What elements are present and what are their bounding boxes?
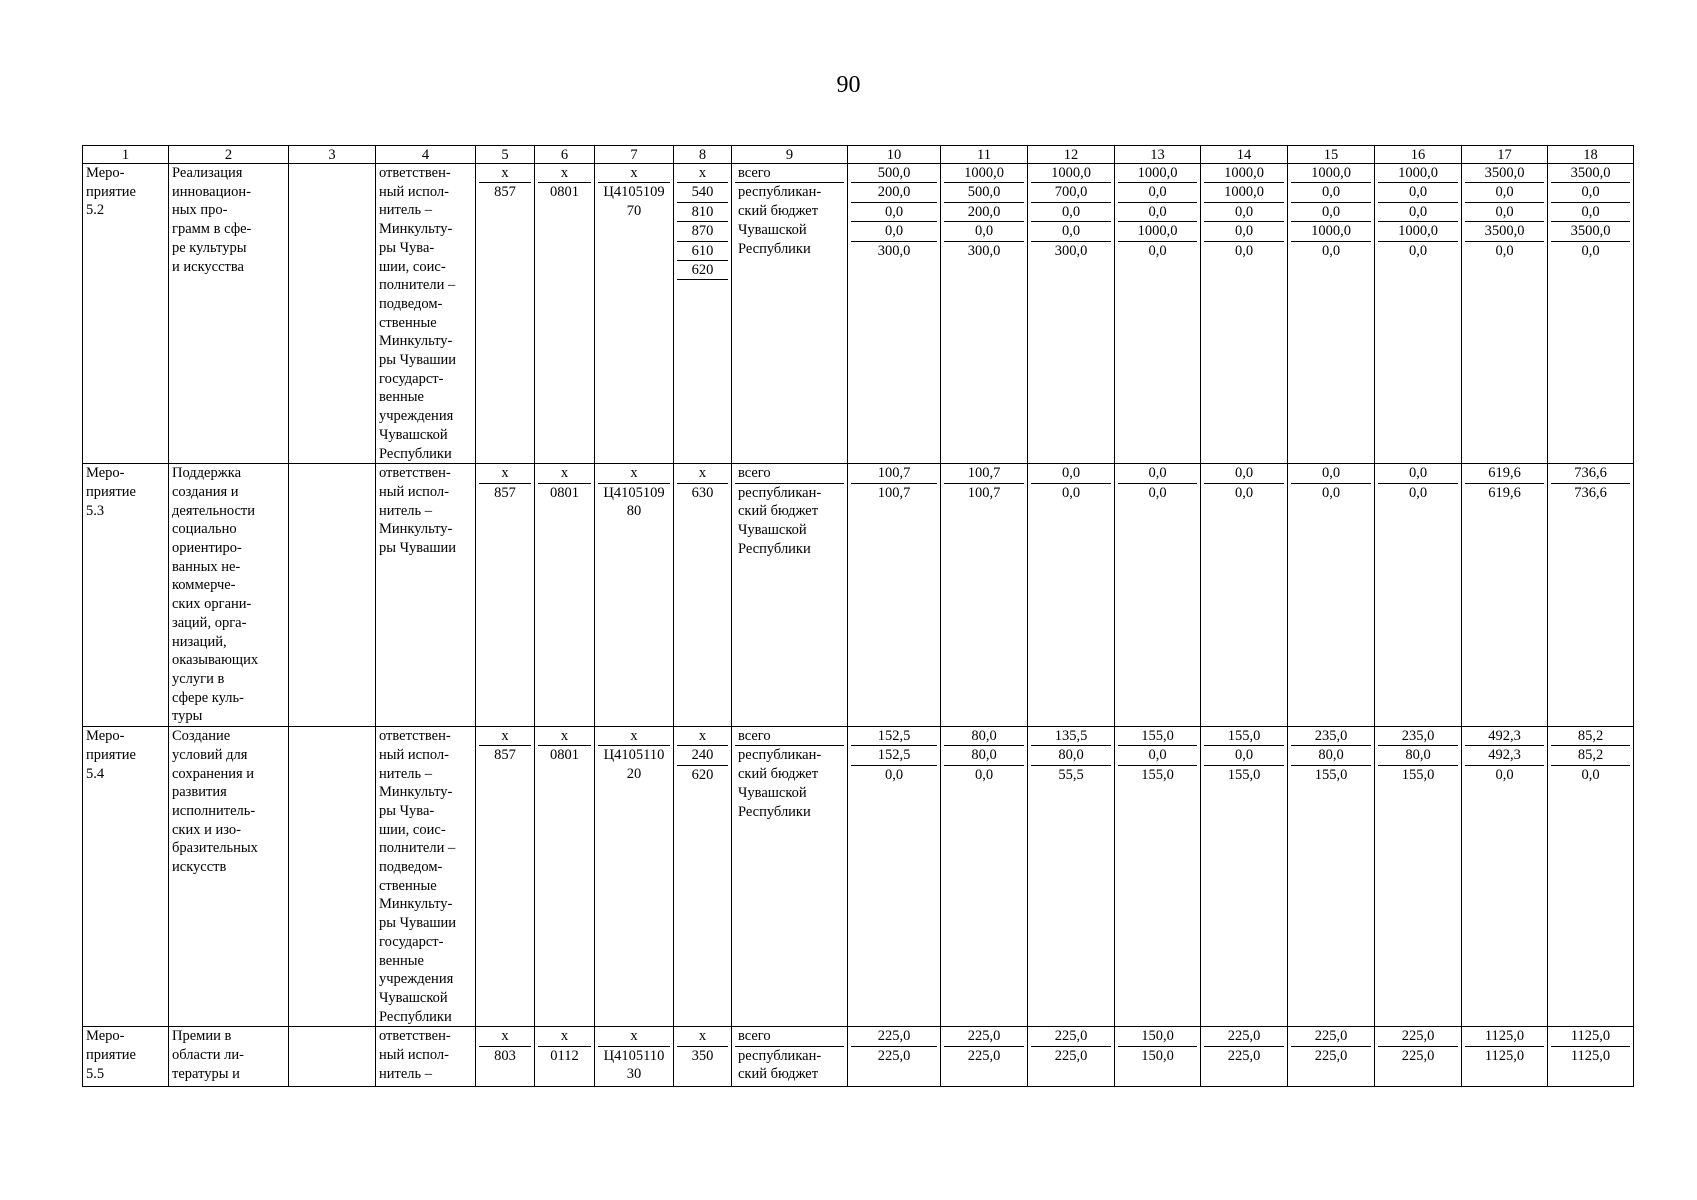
code-value: 857: [494, 184, 516, 201]
amount-value: 0,0: [1551, 183, 1630, 202]
amount-value: 155,0: [1401, 766, 1435, 783]
cell-c3: [289, 727, 376, 1027]
funding-source: республикан- ский бюджет: [738, 1047, 822, 1083]
cell-year-15: [1288, 164, 1375, 464]
amount-value: 135,5: [1031, 727, 1111, 746]
amount-value: 700,0: [1031, 183, 1111, 202]
cell-year-17: [1462, 164, 1548, 464]
header-cell: 7: [595, 146, 674, 164]
funding-source: республикан- ский бюджет Чувашской Республики: [738, 184, 822, 257]
cell-year-17: [1462, 727, 1548, 1027]
amount-value: 736,6: [1574, 484, 1607, 501]
cell-c3: [289, 164, 376, 464]
cell-c7: [595, 1027, 674, 1087]
amount-value: 155,0: [1141, 766, 1174, 783]
amount-value: 492,3: [1465, 727, 1544, 746]
cell-year-12: [1028, 164, 1115, 464]
code-value: х: [479, 164, 531, 183]
amount-value: 225,0: [944, 1027, 1024, 1046]
code-value: Ц4105109 70: [603, 184, 665, 220]
table-row: [83, 164, 1634, 464]
cell-c9: [732, 727, 848, 1027]
cell-c1: Меро- приятие 5.2: [83, 164, 169, 464]
amount-value: 0,0: [1378, 464, 1458, 483]
cell-year-10: [848, 164, 941, 464]
cell-c7: [595, 464, 674, 727]
amount-value: 0,0: [1118, 464, 1197, 483]
amount-value: 0,0: [944, 222, 1024, 241]
amount-value: 55,5: [1058, 766, 1084, 783]
cell-c8: [674, 1027, 732, 1087]
cell-c6: [535, 727, 595, 1027]
expense-code: х: [677, 727, 728, 746]
amount-value: 0,0: [1204, 222, 1284, 241]
expense-code: 350: [691, 1047, 714, 1064]
amount-value: 100,7: [877, 484, 911, 501]
funding-source: всего: [735, 464, 844, 483]
cell-c9: [732, 164, 848, 464]
cell-year-10: [848, 727, 941, 1027]
funding-source: всего: [735, 1027, 844, 1046]
cell-c6: [535, 164, 595, 464]
cell-year-15: [1288, 1027, 1375, 1087]
amount-value: 0,0: [1148, 242, 1167, 259]
amount-value: 0,0: [1291, 203, 1371, 222]
code-value: 803: [494, 1047, 516, 1064]
amount-value: 0,0: [1031, 203, 1111, 222]
amount-value: 152,5: [851, 727, 937, 746]
cell-year-14: [1201, 1027, 1288, 1087]
amount-value: 300,0: [1054, 242, 1088, 259]
amount-value: 3500,0: [1551, 164, 1630, 183]
amount-value: 0,0: [1551, 203, 1630, 222]
code-value: 0801: [550, 184, 579, 201]
amount-value: 492,3: [1465, 746, 1544, 765]
cell-year-15: [1288, 727, 1375, 1027]
cell-year-13: [1115, 1027, 1201, 1087]
amount-value: 235,0: [1291, 727, 1371, 746]
cell-year-18: [1548, 727, 1634, 1027]
cell-year-18: [1548, 164, 1634, 464]
amount-value: 0,0: [1465, 203, 1544, 222]
amount-value: 225,0: [1314, 1047, 1348, 1064]
expense-code: 620: [691, 766, 714, 783]
amount-value: 1125,0: [1465, 1027, 1544, 1046]
code-value: 857: [494, 747, 516, 764]
expense-code: 610: [677, 242, 728, 261]
amount-value: 225,0: [967, 1047, 1001, 1064]
header-cell: 12: [1028, 146, 1115, 164]
cell-c1: Меро- приятие 5.4: [83, 727, 169, 1027]
header-cell: 11: [941, 146, 1028, 164]
cell-year-14: [1201, 464, 1288, 727]
expense-code: 620: [677, 261, 728, 280]
expense-code: 870: [677, 222, 728, 241]
amount-value: 1000,0: [1204, 164, 1284, 183]
amount-value: 235,0: [1378, 727, 1458, 746]
amount-value: 100,7: [944, 464, 1024, 483]
amount-value: 225,0: [1227, 1047, 1261, 1064]
amount-value: 736,6: [1551, 464, 1630, 483]
amount-value: 619,6: [1488, 484, 1521, 501]
code-value: х: [479, 1027, 531, 1046]
amount-value: 0,0: [1118, 203, 1197, 222]
expense-code: 810: [677, 203, 728, 222]
header-cell: 5: [476, 146, 535, 164]
expense-code: 240: [677, 746, 728, 765]
amount-value: 1000,0: [1118, 164, 1197, 183]
code-value: х: [479, 464, 531, 483]
amount-value: 0,0: [1581, 766, 1600, 783]
cell-c2: Поддержка создания и деятельности социально ориентиро- ванных не- коммерче- ских органи- заций, орга- низаций, оказывающих услуги в сфере куль- туры: [169, 464, 289, 727]
amount-value: 3500,0: [1465, 222, 1544, 241]
cell-year-13: [1115, 164, 1201, 464]
amount-value: 150,0: [1141, 1047, 1174, 1064]
cell-year-14: [1201, 727, 1288, 1027]
funding-source: республикан- ский бюджет Чувашской Республики: [738, 484, 822, 557]
header-cell: 18: [1548, 146, 1634, 164]
amount-value: 200,0: [851, 183, 937, 202]
cell-year-11: [941, 1027, 1028, 1087]
amount-value: 0,0: [1321, 242, 1341, 259]
amount-value: 85,2: [1551, 727, 1630, 746]
budget-table: [82, 145, 1634, 1087]
amount-value: 0,0: [1148, 484, 1167, 501]
amount-value: 0,0: [1234, 242, 1254, 259]
expense-code: х: [677, 164, 728, 183]
amount-value: 0,0: [1495, 766, 1514, 783]
amount-value: 3500,0: [1551, 222, 1630, 241]
amount-value: 225,0: [851, 1027, 937, 1046]
amount-value: 0,0: [974, 766, 994, 783]
code-value: х: [598, 727, 670, 746]
code-value: х: [538, 164, 591, 183]
amount-value: 500,0: [851, 164, 937, 183]
cell-year-16: [1375, 1027, 1462, 1087]
cell-c5: [476, 464, 535, 727]
expense-code: 630: [691, 484, 714, 501]
header-cell: 14: [1201, 146, 1288, 164]
funding-source: всего: [735, 164, 844, 183]
funding-source: всего: [735, 727, 844, 746]
amount-value: 0,0: [1378, 183, 1458, 202]
amount-value: 1000,0: [1118, 222, 1197, 241]
cell-c9: [732, 1027, 848, 1087]
amount-value: 500,0: [944, 183, 1024, 202]
amount-value: 3500,0: [1465, 164, 1544, 183]
cell-c1: Меро- приятие 5.3: [83, 464, 169, 727]
header-cell: 4: [376, 146, 476, 164]
amount-value: 0,0: [1031, 222, 1111, 241]
amount-value: 1000,0: [1291, 164, 1371, 183]
amount-value: 225,0: [877, 1047, 911, 1064]
amount-value: 1000,0: [1204, 183, 1284, 202]
cell-c5: [476, 1027, 535, 1087]
amount-value: 0,0: [1234, 484, 1254, 501]
cell-year-13: [1115, 464, 1201, 727]
cell-c4: ответствен- ный испол- нитель – Минкульту- ры Чувашии: [376, 464, 476, 727]
amount-value: 0,0: [1204, 203, 1284, 222]
cell-year-12: [1028, 1027, 1115, 1087]
amount-value: 200,0: [944, 203, 1024, 222]
amount-value: 152,5: [851, 746, 937, 765]
header-cell: 13: [1115, 146, 1201, 164]
cell-c3: [289, 1027, 376, 1087]
cell-year-11: [941, 727, 1028, 1027]
cell-year-11: [941, 464, 1028, 727]
cell-c1: Меро- приятие 5.5: [83, 1027, 169, 1087]
amount-value: 80,0: [1378, 746, 1458, 765]
header-cell: 9: [732, 146, 848, 164]
cell-c2: Премии в области ли- тературы и: [169, 1027, 289, 1087]
code-value: 0801: [550, 747, 579, 764]
amount-value: 1000,0: [1291, 222, 1371, 241]
funding-source: республикан- ский бюджет Чувашской Республики: [738, 747, 822, 820]
cell-year-10: [848, 1027, 941, 1087]
cell-c7: [595, 164, 674, 464]
code-value: х: [598, 164, 670, 183]
amount-value: 0,0: [1291, 183, 1371, 202]
amount-value: 0,0: [1408, 484, 1428, 501]
amount-value: 0,0: [1465, 183, 1544, 202]
code-value: х: [538, 464, 591, 483]
amount-value: 1000,0: [1378, 222, 1458, 241]
amount-value: 0,0: [1031, 464, 1111, 483]
header-cell: 6: [535, 146, 595, 164]
amount-value: 225,0: [1204, 1027, 1284, 1046]
expense-code: 540: [677, 183, 728, 202]
cell-c9: [732, 464, 848, 727]
amount-value: 0,0: [1118, 746, 1197, 765]
cell-year-16: [1375, 164, 1462, 464]
amount-value: 225,0: [1378, 1027, 1458, 1046]
cell-c4: ответствен- ный испол- нитель –: [376, 1027, 476, 1087]
amount-value: 1000,0: [1378, 164, 1458, 183]
header-cell: 1: [83, 146, 169, 164]
cell-c2: Реализация инновацион- ных про- грамм в сфе- ре культуры и искусства: [169, 164, 289, 464]
cell-c8: [674, 464, 732, 727]
code-value: 857: [494, 484, 516, 501]
cell-c8: [674, 164, 732, 464]
code-value: х: [598, 1027, 670, 1046]
cell-c5: [476, 164, 535, 464]
amount-value: 155,0: [1227, 766, 1261, 783]
code-value: Ц4105110 20: [603, 747, 665, 783]
cell-year-17: [1462, 1027, 1548, 1087]
amount-value: 0,0: [851, 222, 937, 241]
header-cell: 17: [1462, 146, 1548, 164]
cell-year-18: [1548, 1027, 1634, 1087]
code-value: х: [538, 1027, 591, 1046]
amount-value: 80,0: [1031, 746, 1111, 765]
amount-value: 0,0: [884, 766, 904, 783]
cell-c6: [535, 464, 595, 727]
amount-value: 155,0: [1204, 727, 1284, 746]
code-value: х: [598, 464, 670, 483]
cell-year-18: [1548, 464, 1634, 727]
cell-year-11: [941, 164, 1028, 464]
amount-value: 85,2: [1551, 746, 1630, 765]
cell-year-15: [1288, 464, 1375, 727]
amount-value: 0,0: [1204, 464, 1284, 483]
amount-value: 155,0: [1314, 766, 1348, 783]
amount-value: 0,0: [1408, 242, 1428, 259]
amount-value: 225,0: [1401, 1047, 1435, 1064]
code-value: х: [538, 727, 591, 746]
header-cell: 15: [1288, 146, 1375, 164]
amount-value: 0,0: [1118, 183, 1197, 202]
cell-c5: [476, 727, 535, 1027]
amount-value: 1000,0: [944, 164, 1024, 183]
cell-c8: [674, 727, 732, 1027]
cell-year-14: [1201, 164, 1288, 464]
amount-value: 0,0: [1321, 484, 1341, 501]
page-number: 90: [836, 72, 861, 98]
cell-year-12: [1028, 464, 1115, 727]
cell-c3: [289, 464, 376, 727]
amount-value: 100,7: [967, 484, 1001, 501]
cell-c4: ответствен- ный испол- нитель – Минкульту- ры Чува- шии, соис- полнители – подведом- ственные Минкульту- ры Чувашии государст- венные учреждения Чувашской Республики: [376, 727, 476, 1027]
code-value: Ц4105110 30: [603, 1047, 665, 1083]
amount-value: 1000,0: [1031, 164, 1111, 183]
amount-value: 1125,0: [1570, 1047, 1611, 1064]
cell-c7: [595, 727, 674, 1027]
cell-c2: Создание условий для сохранения и развития исполнитель- ских и изо- бразительных искусств: [169, 727, 289, 1027]
amount-value: 0,0: [1204, 746, 1284, 765]
amount-value: 619,6: [1465, 464, 1544, 483]
amount-value: 80,0: [944, 746, 1024, 765]
amount-value: 1125,0: [1484, 1047, 1525, 1064]
header-cell: 8: [674, 146, 732, 164]
amount-value: 80,0: [944, 727, 1024, 746]
header-cell: 3: [289, 146, 376, 164]
table-row: [83, 1027, 1634, 1087]
cell-c6: [535, 1027, 595, 1087]
header-cell: 10: [848, 146, 941, 164]
amount-value: 225,0: [1054, 1047, 1088, 1064]
amount-value: 300,0: [967, 242, 1001, 259]
expense-code: х: [677, 464, 728, 483]
code-value: 0112: [550, 1047, 579, 1064]
amount-value: 0,0: [1061, 484, 1081, 501]
amount-value: 100,7: [851, 464, 937, 483]
header-cell: 16: [1375, 146, 1462, 164]
cell-year-13: [1115, 727, 1201, 1027]
amount-value: 225,0: [1291, 1027, 1371, 1046]
amount-value: 0,0: [1378, 203, 1458, 222]
table-row: [83, 727, 1634, 1027]
cell-year-10: [848, 464, 941, 727]
cell-year-16: [1375, 727, 1462, 1027]
amount-value: 0,0: [851, 203, 937, 222]
amount-value: 80,0: [1291, 746, 1371, 765]
amount-value: 0,0: [1495, 242, 1514, 259]
header-row: [83, 146, 1634, 164]
header-cell: 2: [169, 146, 289, 164]
amount-value: 225,0: [1031, 1027, 1111, 1046]
expense-code: х: [677, 1027, 728, 1046]
cell-year-17: [1462, 464, 1548, 727]
amount-value: 155,0: [1118, 727, 1197, 746]
cell-year-16: [1375, 464, 1462, 727]
cell-c4: ответствен- ный испол- нитель – Минкульту- ры Чува- шии, соис- полнители – подведом- ственные Минкульту- ры Чувашии государст- венные учреждения Чувашской Республики: [376, 164, 476, 464]
amount-value: 0,0: [1581, 242, 1600, 259]
amount-value: 150,0: [1118, 1027, 1197, 1046]
amount-value: 0,0: [1291, 464, 1371, 483]
amount-value: 1125,0: [1551, 1027, 1630, 1046]
code-value: х: [479, 727, 531, 746]
code-value: 0801: [550, 484, 579, 501]
amount-value: 300,0: [877, 242, 911, 259]
table-row: [83, 464, 1634, 727]
code-value: Ц4105109 80: [603, 484, 665, 520]
cell-year-12: [1028, 727, 1115, 1027]
